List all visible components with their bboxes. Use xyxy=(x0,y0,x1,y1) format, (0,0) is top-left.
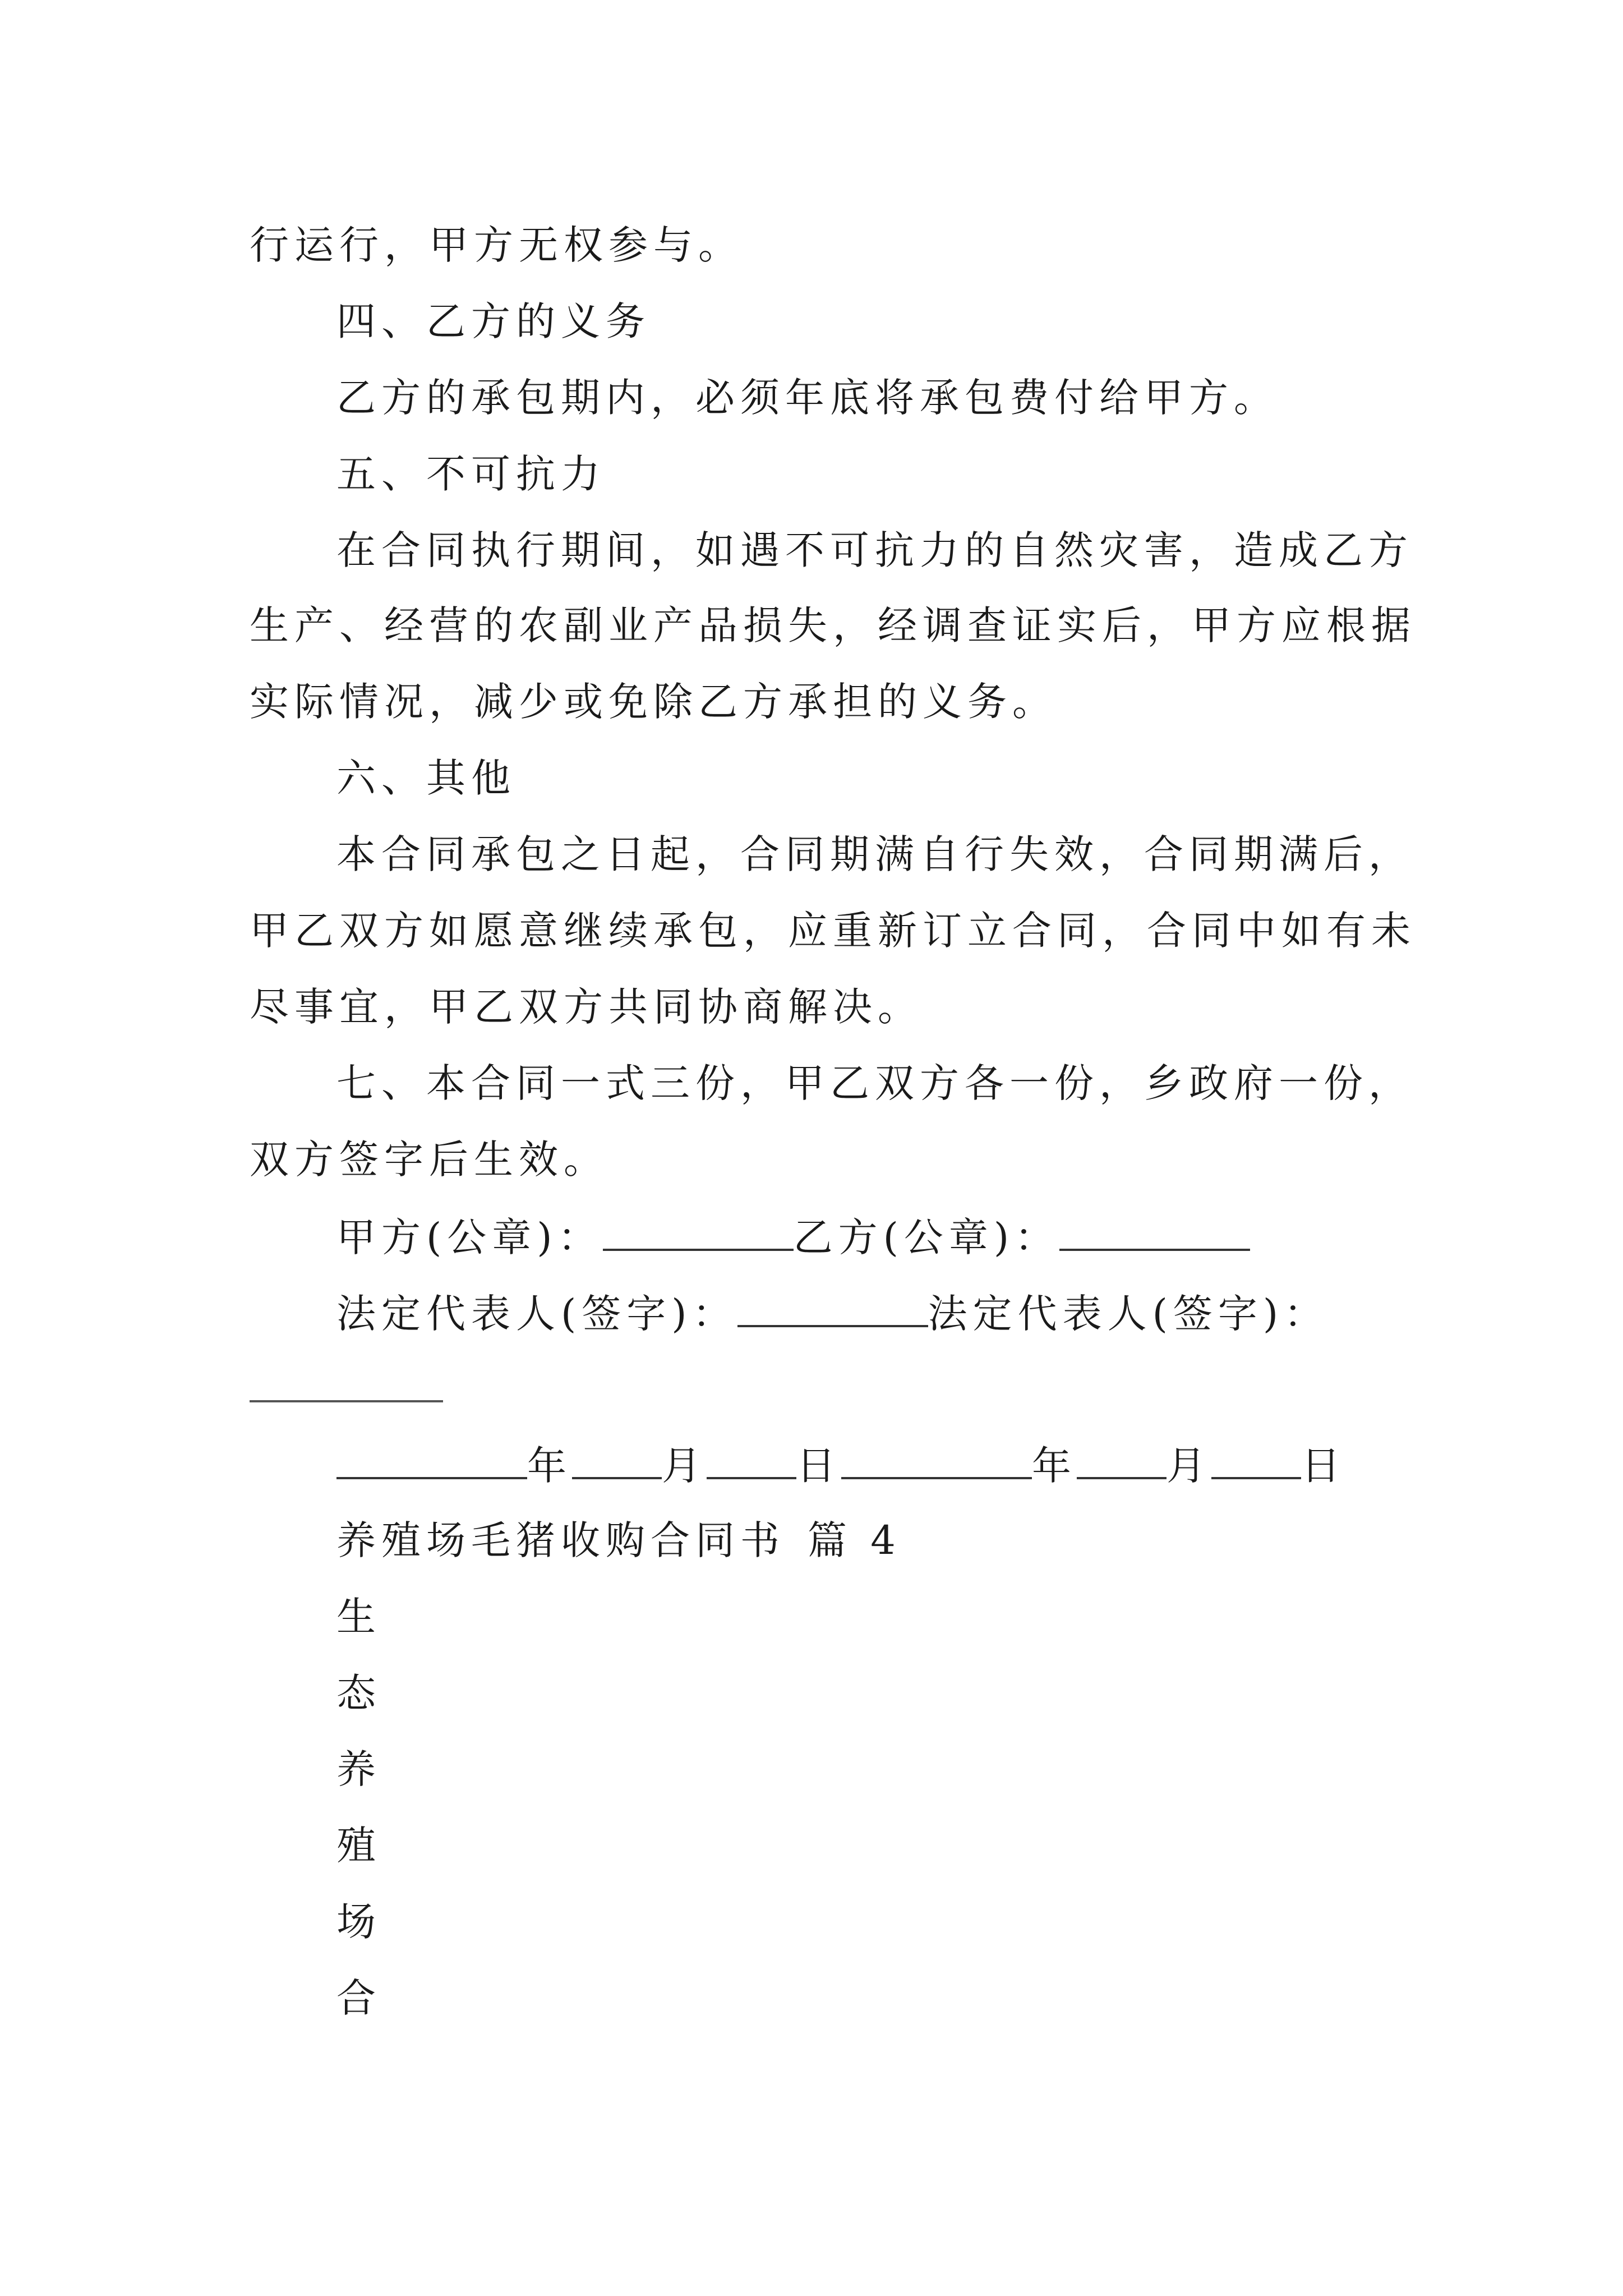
section-5-line-2: 生产、经营的农副业产品损失，经调查证实后，甲方应根据 xyxy=(250,602,1416,648)
representative-line xyxy=(336,1291,1329,1337)
section-6-line-3: 尽事宜，甲乙双方共同协商解决。 xyxy=(250,984,923,1030)
section-4-heading: 四、乙方的义务 xyxy=(336,298,651,344)
section-7-line-1: 七、本合同一式三份，甲乙双方各一份，乡政府一份， xyxy=(336,1060,1413,1106)
date-a-year-blank xyxy=(336,1444,527,1479)
date-b-month-blank xyxy=(1077,1444,1166,1479)
date-b-year-label: 年 xyxy=(1032,1443,1077,1489)
date-a-month-blank xyxy=(572,1444,662,1479)
vertical-char-6: 合 xyxy=(336,1975,381,2021)
paragraph-continuation: 行运行，甲方无权参与。 xyxy=(250,222,743,268)
party-b-seal-blank xyxy=(1059,1216,1250,1251)
date-b-day-blank xyxy=(1211,1444,1301,1479)
vertical-char-1: 生 xyxy=(336,1594,381,1640)
section-4-body: 乙方的承包期内，必须年底将承包费付给甲方。 xyxy=(336,375,1279,421)
date-b-year-blank xyxy=(841,1444,1032,1479)
date-a-year-label: 年 xyxy=(527,1443,572,1489)
party-b-seal-label: 乙方(公章)： xyxy=(793,1214,1060,1260)
rep-a-label: 法定代表人(签字)： xyxy=(336,1291,737,1337)
section-6-heading: 六、其他 xyxy=(336,755,516,801)
date-b-day-label: 日 xyxy=(1301,1443,1346,1489)
date-b-month-label: 月 xyxy=(1166,1443,1211,1489)
vertical-char-3: 养 xyxy=(336,1746,381,1792)
date-line xyxy=(336,1443,1346,1489)
party-a-seal-label: 甲方(公章)： xyxy=(336,1214,603,1260)
section-part-label: 篇 4 xyxy=(808,1517,901,1563)
vertical-char-4: 殖 xyxy=(336,1823,381,1869)
section-7-line-2: 双方签字后生效。 xyxy=(250,1137,608,1182)
rep-a-blank xyxy=(737,1292,928,1327)
party-a-seal-blank xyxy=(603,1216,794,1251)
section-6-line-1: 本合同承包之日起，合同期满自行失效，合同期满后， xyxy=(336,831,1413,877)
section-5-line-1: 在合同执行期间，如遇不可抗力的自然灾害，造成乙方 xyxy=(336,527,1413,573)
vertical-char-5: 场 xyxy=(336,1899,381,1945)
section-5-heading: 五、不可抗力 xyxy=(336,451,606,497)
rep-b-label: 法定代表人(签字)： xyxy=(928,1291,1329,1337)
section-5-line-3: 实际情况，减少或免除乙方承担的义务。 xyxy=(250,679,1057,725)
date-a-day-label: 日 xyxy=(796,1443,841,1489)
date-a-month-label: 月 xyxy=(662,1443,707,1489)
section-title xyxy=(336,1517,901,1563)
section-title-text: 养殖场毛猪收购合同书 xyxy=(336,1517,785,1563)
section-6-line-2: 甲乙双方如愿意继续承包，应重新订立合同，合同中如有未 xyxy=(250,908,1416,954)
rep-b-blank xyxy=(250,1400,443,1402)
vertical-char-2: 态 xyxy=(336,1670,381,1716)
seal-line xyxy=(336,1214,1250,1260)
date-a-day-blank xyxy=(707,1444,796,1479)
